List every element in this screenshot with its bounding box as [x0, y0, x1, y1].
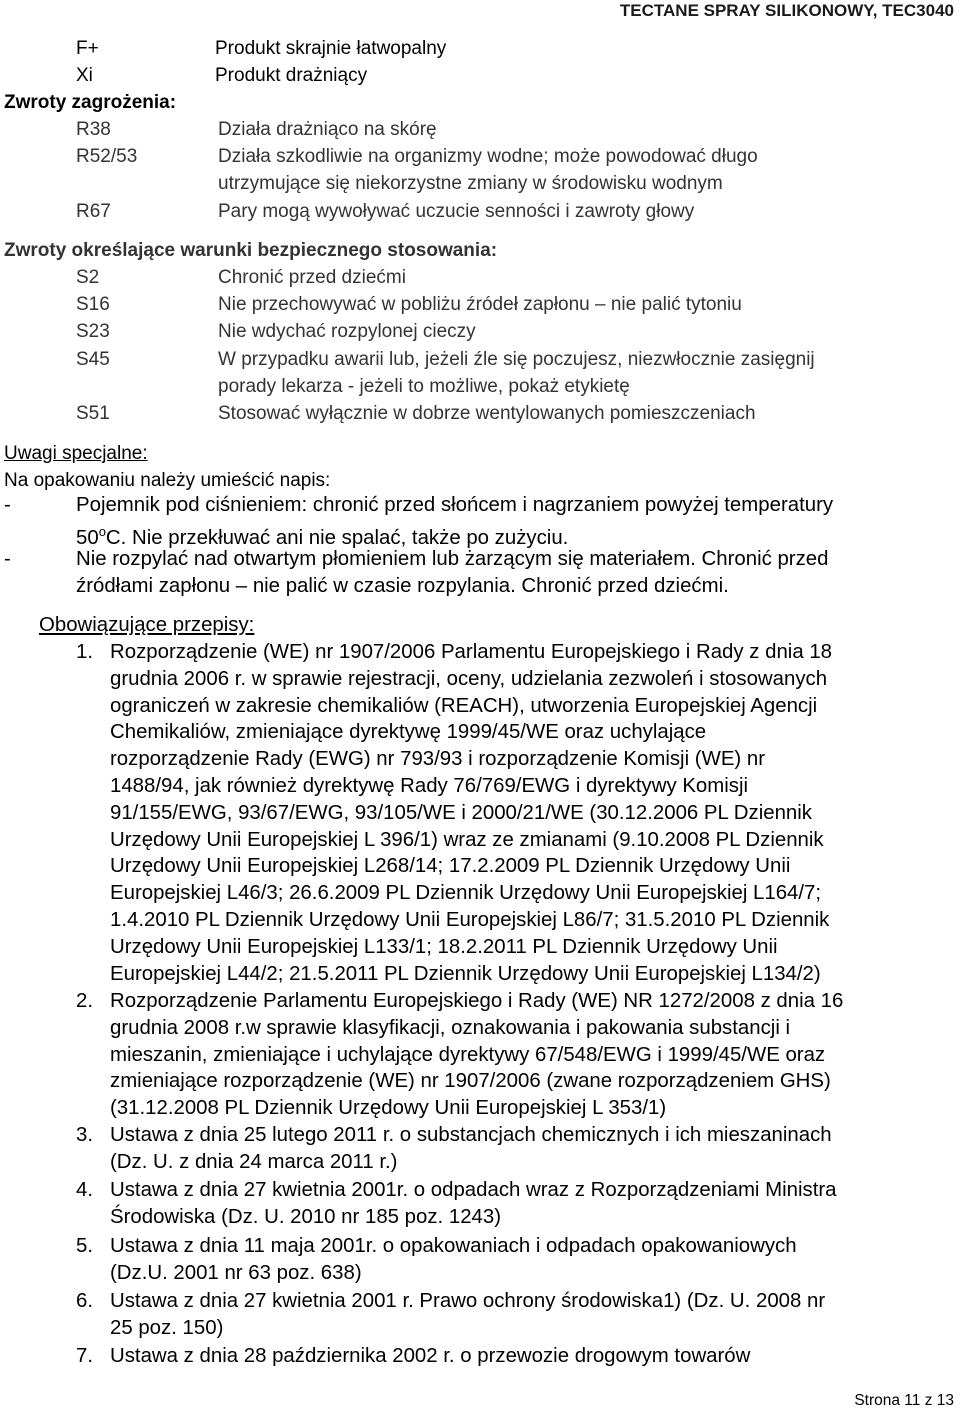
special-note-text: Pojemnik pod ciśnieniem: chronić przed słońcem i nagrzaniem powyżej temperatury	[76, 494, 834, 516]
regulation-number: 5.	[76, 1235, 94, 1257]
regulation-number: 2.	[76, 990, 94, 1012]
regulation-text	[110, 1122, 832, 1176]
special-note-tail: C. Nie przekłuwać ani nie spalać, także po zużyciu.	[105, 526, 569, 549]
regulation-text	[110, 639, 832, 987]
regulation-number: 4.	[76, 1179, 94, 1201]
s-phrase-text: Nie wdychać rozpylonej cieczy	[218, 321, 476, 342]
r-phrase-text: Działa drażniąco na skórę	[218, 119, 437, 140]
s-phrase-text: Stosować wyłącznie w dobrze wentylowanych pomieszczeniach	[218, 403, 756, 424]
regulation-line: 91/155/EWG, 93/67/EWG, 93/105/WE i 2000/21/WE (30.12.2006 PL Dziennik	[110, 801, 812, 824]
symbol-text: Produkt drażniący	[215, 65, 368, 86]
regulation-line: grudnia 2008 r.w sprawie klasyfikacji, oznakowania i pakowania substancji i	[110, 1016, 791, 1039]
regulation-line: rozporządzenie Rady (EWG) nr 793/93 i rozporządzenie Komisji (WE) nr	[110, 748, 766, 771]
regulation-line: zmieniające rozporządzenie (WE) nr 1907/2006 (zwane rozporządzeniem GHS)	[110, 1070, 831, 1093]
r-phrase-text: Działa szkodliwie na organizmy wodne; może powodować długo	[218, 146, 758, 167]
degree-superscript: o	[98, 524, 106, 539]
s-phrase-code: S16	[76, 294, 110, 315]
r-phrase-code: R52/53	[76, 146, 138, 167]
regulation-line: Rozporządzenie Parlamentu Europejskiego i Rady (WE) NR 1272/2008 z dnia 16	[110, 990, 844, 1012]
s-phrase-code: S23	[76, 321, 110, 342]
r-phrase-code: R67	[76, 201, 111, 222]
regulation-line: Urzędowy Unii Europejskiej L268/14; 17.2.2009 PL Dziennik Urzędowy Unii	[110, 855, 791, 878]
regulation-line: Środowiska (Dz. U. 2010 nr 185 poz. 1243)	[110, 1205, 502, 1228]
regulation-line: Rozporządzenie (WE) nr 1907/2006 Parlamentu Europejskiego i Rady z dnia 18	[110, 641, 833, 663]
document-header-title: TECTANE SPRAY SILIKONOWY, TEC3040	[619, 1, 954, 20]
regulation-number: 3.	[76, 1124, 94, 1146]
regulation-line: 25 poz. 150)	[110, 1316, 224, 1339]
symbol-code: F+	[76, 38, 99, 59]
bullet-marker: -	[4, 548, 11, 570]
special-notes-heading: Uwagi specjalne:	[4, 443, 148, 464]
regulation-text	[110, 1233, 797, 1287]
regulation-line: ograniczeń w zakresie chemikaliów (REACH), utworzenia Europejskiej Agencji	[110, 694, 818, 717]
regulation-line: (Dz.U. 2001 nr 63 poz. 638)	[110, 1261, 362, 1284]
r-phrase-code: R38	[76, 119, 111, 140]
regulation-line: Europejskiej L44/2; 21.5.2011 PL Dziennik Urzędowy Unii Europejskiej L134/2)	[110, 962, 821, 985]
special-note-text: Nie rozpylać nad otwartym płomieniem lub żarzącym się materiałem. Chronić przed	[76, 548, 829, 570]
regulation-line: Europejskiej L46/3; 26.6.2009 PL Dziennik Urzędowy Unii Europejskiej L164/7;	[110, 882, 822, 905]
regulation-number: 6.	[76, 1290, 94, 1312]
s-phrase-code: S45	[76, 349, 110, 370]
regulations-heading: Obowiązujące przepisy:	[39, 614, 255, 636]
s-phrase-code: S2	[76, 267, 100, 288]
r-phrase-text: Pary mogą wywoływać uczucie senności i zawroty głowy	[218, 201, 695, 222]
symbol-code: Xi	[76, 65, 93, 86]
s-phrase-code: S51	[76, 403, 110, 424]
s-phrase-text: Nie przechowywać w pobliżu źródeł zapłonu – nie palić tytoniu	[218, 294, 742, 315]
regulation-text	[110, 1288, 825, 1342]
regulation-line: Urzędowy Unii Europejskiej L 396/1) wraz ze zmianami (9.10.2008 PL Dziennik	[110, 828, 824, 851]
regulation-text	[110, 1177, 837, 1231]
regulation-text	[110, 1343, 750, 1370]
regulation-line: 1488/94, jak również dyrektywę Rady 76/769/EWG i dyrektywy Komisji	[110, 774, 749, 797]
regulation-line: Ustawa z dnia 27 kwietnia 2001 r. Prawo ochrony środowiska1) (Dz. U. 2008 nr	[110, 1290, 826, 1312]
special-note-text: źródłami zapłonu – nie palić w czasie rozpylania. Chronić przed dziećmi.	[76, 575, 729, 597]
regulation-line: Chemikaliów, zmieniające dyrektywę 1999/45/WE oraz uchylające	[110, 721, 707, 744]
s-phrase-text: W przypadku awarii lub, jeżeli źle się poczujesz, niezwłocznie zasięgnij	[218, 349, 815, 370]
page-number: Strona 11 z 13	[854, 1392, 954, 1409]
s-phrase-text: porady lekarza - jeżeli to możliwe, pokaż etykietę	[218, 376, 630, 397]
symbol-text: Produkt skrajnie łatwopalny	[215, 38, 447, 59]
regulation-line: (31.12.2008 PL Dziennik Urzędowy Unii Europejskiej L 353/1)	[110, 1097, 667, 1120]
bullet-marker: -	[4, 494, 11, 516]
r-phrases-heading: Zwroty zagrożenia:	[4, 92, 177, 113]
regulation-line: mieszanin, zmieniające i uchylające dyrektywy 67/548/EWG i 1999/45/WE oraz	[110, 1043, 826, 1066]
s-phrases-heading: Zwroty określające warunki bezpiecznego stosowania:	[4, 240, 498, 261]
regulation-line: 1.4.2010 PL Dziennik Urzędowy Unii Europejskiej L86/7; 31.5.2010 PL Dziennik	[110, 908, 830, 931]
regulation-number: 1.	[76, 641, 94, 663]
regulation-line: grudnia 2006 r. w sprawie rejestracji, oceny, udzielania zezwoleń i stosowanych	[110, 667, 828, 690]
regulation-line: Urzędowy Unii Europejskiej L133/1; 18.2.2011 PL Dziennik Urzędowy Unii	[110, 935, 778, 958]
regulation-line: Ustawa z dnia 28 października 2002 r. o przewozie drogowym towarów	[110, 1345, 751, 1367]
temperature-value: 50	[76, 526, 99, 549]
regulation-line: Ustawa z dnia 27 kwietnia 2001r. o odpadach wraz z Rozporządzeniami Ministra	[110, 1179, 837, 1201]
regulation-line: Ustawa z dnia 11 maja 2001r. o opakowaniach i odpadach opakowaniowych	[110, 1235, 797, 1257]
regulation-number: 7.	[76, 1345, 94, 1367]
regulation-line: (Dz. U. z dnia 24 marca 2011 r.)	[110, 1150, 398, 1173]
regulation-text	[110, 988, 843, 1122]
s-phrase-text: Chronić przed dziećmi	[218, 267, 406, 288]
special-notes-intro: Na opakowaniu należy umieścić napis:	[4, 470, 331, 491]
regulation-line: Ustawa z dnia 25 lutego 2011 r. o substancjach chemicznych i ich mieszaninach	[110, 1124, 832, 1146]
r-phrase-text: utrzymujące się niekorzystne zmiany w środowisku wodnym	[218, 173, 723, 194]
